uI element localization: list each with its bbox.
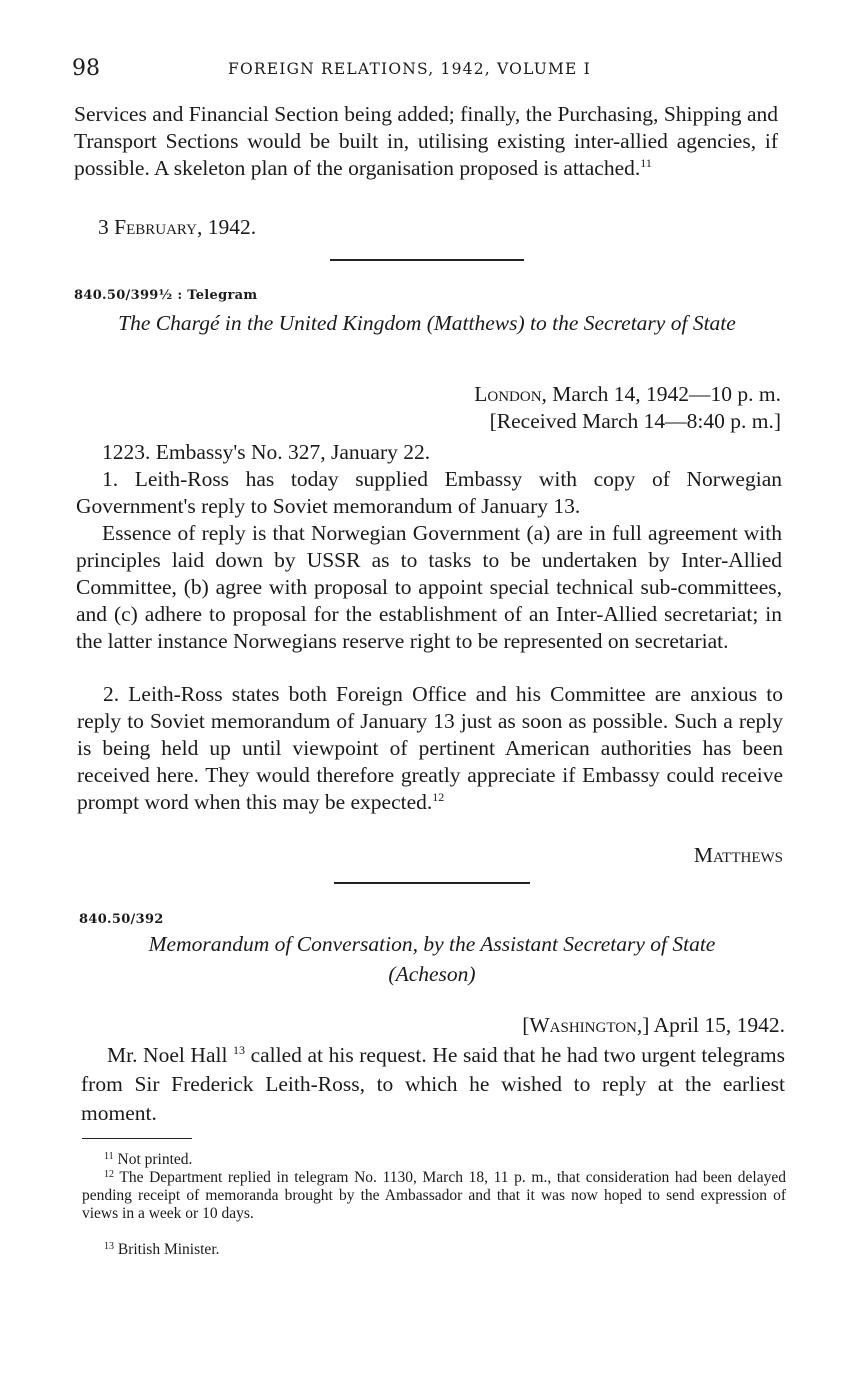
continuation-text: Services and Financial Section being added; finally, the Purchasing, Shipping and Transport Sections would be built in, utilising existing inter-allied agencies, if possible. A skeleton plan of the organisation proposed is attached. [74,102,778,180]
file-number: 840.50/392 [79,912,164,927]
received-line: [Received March 14—8:40 p. m.] [489,409,781,433]
paragraph-1: Mr. Noel Hall $^{13}$ called at his request. He said that he had two urgent telegrams from Sir Frederick Leith-Ross, to which he wished to reply at the earliest moment. [81,1043,785,1125]
footnote-ref: 12 [432,790,445,804]
dateline: [Washington,] April 15, 1942. [522,1013,785,1037]
section1-date: 3 February, 1942. [98,215,257,239]
footnote: $^{13}$ British Minister. [104,1241,220,1258]
section-divider [334,882,530,884]
page-number: 98 [72,56,100,81]
document-title-line-2: (Acheson) [388,962,476,986]
telegram-reference: 1223. Embassy's No. 327, January 22. [102,440,431,464]
paragraph-3: 2. Leith-Ross states both Foreign Office and his Committee are anxious to reply to Soviet memorandum of January 13 just as soon as possible. Such a reply is being held up until viewpoint of pertinent American authorities has been received here. They would therefore greatly appreciate if Embassy could receive prompt word when this may be expected.$^{12}$ [77,682,783,814]
footnote: $^{12}$ The Department replied in telegram No. 1130, March 18, 11 p. m., that consideration had been delayed pending receipt of memoranda brought by the Ambassador and that it was now hoped to send expression of views in a week or 10 days. [82,1169,786,1222]
document-title: The Chargé in the United Kingdom (Matthews) to the Secretary of State [118,311,736,335]
paragraph-1: 1. Leith-Ross has today supplied Embassy with copy of Norwegian Government's reply to Soviet memorandum of January 13. [76,467,782,518]
section-divider [330,259,524,261]
footnote-ref: 13 [233,1043,246,1057]
paragraph-2: Essence of reply is that Norwegian Government (a) are in full agreement with principles laid down by USSR as to tasks to be undertaken by Inter-Allied Committee, (b) agree with proposal to appoint special technical sub-committees, and (c) adhere to proposal for the establishment of an Inter-Allied secretariat; in the latter instance Norwegians reserve right to be represented on secretariat. [76,521,782,653]
dateline: London, March 14, 1942—10 p. m. [474,382,781,406]
file-number: 840.50/399½ : Telegram [74,288,258,303]
footnote-ref: 11 [640,156,652,170]
running-title: FOREIGN RELATIONS, 1942, VOLUME I [228,60,591,78]
continuation-paragraph [74,101,778,182]
signature: Matthews [693,843,783,867]
document-title-line-1: Memorandum of Conversation, by the Assistant Secretary of State [148,932,716,956]
footnote-divider [82,1138,192,1139]
footnote: $^{11}$ Not printed. [104,1151,193,1168]
